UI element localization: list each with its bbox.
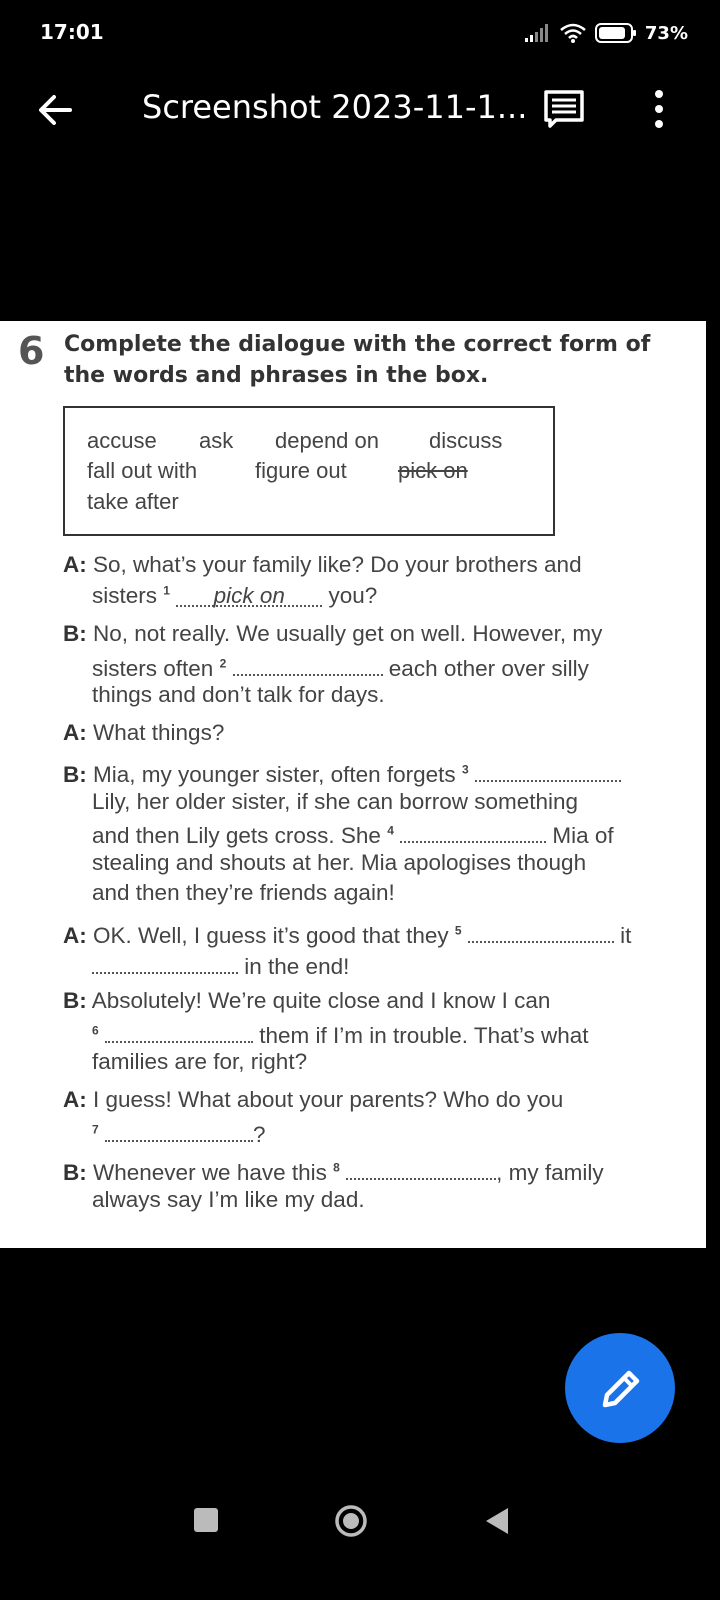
word-figure-out: figure out	[255, 458, 347, 483]
answer-blank-2	[233, 652, 383, 676]
line-text: things and don’t talk for days.	[92, 682, 385, 707]
line-text: , my family	[496, 1160, 604, 1185]
line-text: Whenever we have this	[93, 1160, 327, 1185]
gap-number: 2	[219, 656, 227, 671]
dialogue-line	[92, 880, 395, 906]
line-text: Mia, my younger sister, often forgets	[93, 762, 456, 787]
dialogue-line	[63, 720, 224, 746]
line-text: in the end!	[244, 954, 350, 979]
gap-number: 6	[92, 1023, 99, 1038]
dialogue-line	[63, 919, 631, 949]
line-text: OK. Well, I guess it’s good that they	[93, 923, 449, 948]
answer-blank-5-cont	[92, 950, 238, 974]
gap-number: 4	[387, 823, 394, 838]
exercise-instruction: Complete the dialogue with the correct form of the words and phrases in the box.	[64, 332, 651, 388]
dialogue-line	[63, 552, 582, 578]
line-text: ?	[252, 1122, 266, 1147]
nav-back-button[interactable]	[484, 1506, 510, 1536]
word-take-after: take after	[87, 489, 179, 514]
gap-number: 5	[454, 923, 462, 938]
dialogue-line	[92, 682, 385, 708]
dialogue-line	[63, 988, 550, 1014]
dialogue-line	[92, 950, 349, 980]
answer-blank-6	[105, 1019, 253, 1043]
dialogue-line	[63, 758, 621, 788]
page-title: Screenshot 2023-11-1...	[142, 88, 528, 126]
line-text: So, what’s your family like? Do your brothers and	[93, 552, 582, 577]
answer-blank-4	[400, 819, 546, 843]
gap-number: 1	[163, 583, 170, 598]
back-arrow-icon	[34, 88, 78, 132]
line-text: it	[620, 923, 632, 948]
recents-square-icon[interactable]	[194, 1508, 218, 1532]
line-text: each other over silly	[388, 656, 589, 681]
dialogue-line	[92, 819, 614, 849]
signal-icon	[525, 24, 551, 42]
line-text: I guess! What about your parents? Who do you	[93, 1087, 564, 1112]
screenshot-image	[0, 321, 706, 1248]
status-icons	[525, 22, 688, 44]
speaker-label: B:	[63, 621, 87, 646]
speaker-label: A:	[63, 923, 87, 948]
line-text: Lily, her older sister, if she can borrow something	[92, 789, 579, 814]
edit-pencil-icon	[565, 1333, 675, 1443]
answer-blank-5	[468, 919, 614, 943]
dialogue-line	[92, 652, 589, 682]
speaker-label: B:	[63, 1160, 87, 1185]
line-text: Mia of	[552, 823, 614, 848]
dialogue-line	[63, 621, 602, 647]
home-circle-icon	[334, 1504, 368, 1538]
word-accuse: accuse	[87, 428, 157, 453]
answer-blank-1	[176, 583, 322, 607]
notes-icon	[542, 86, 588, 132]
more-options-button[interactable]	[648, 86, 670, 132]
word-discuss: discuss	[429, 428, 503, 453]
battery-percent: 73%	[644, 22, 688, 44]
dialogue-line	[92, 583, 377, 609]
line-text: sisters often	[92, 656, 214, 681]
line-text: them if I’m in trouble. That’s what	[259, 1023, 589, 1048]
more-vert-icon	[648, 86, 670, 132]
dialogue-line	[92, 1019, 589, 1049]
line-text: No, not really. We usually get on well. However, my	[93, 621, 603, 646]
answer-blank-8	[346, 1156, 496, 1180]
gap-number: 7	[92, 1122, 99, 1137]
line-text: and then Lily gets cross. She	[92, 823, 381, 848]
dialogue-line	[92, 789, 578, 815]
gap-number: 3	[461, 762, 469, 777]
line-text: What things?	[93, 720, 225, 745]
notes-button[interactable]	[542, 86, 588, 132]
speaker-label: B:	[63, 762, 87, 787]
app-bar	[0, 70, 706, 150]
dialogue-line	[92, 1049, 307, 1075]
word-pick-on: pick on	[398, 458, 468, 483]
line-text: families are for, right?	[92, 1049, 308, 1074]
line-text: Absolutely! We’re quite close and I know I can	[91, 988, 551, 1013]
word-box	[63, 406, 555, 536]
answer-blank-7	[105, 1118, 253, 1142]
status-time: 17:01	[40, 20, 104, 44]
back-triangle-icon	[484, 1506, 510, 1536]
home-button[interactable]	[334, 1504, 368, 1538]
speaker-label: B:	[63, 988, 87, 1013]
back-button[interactable]	[34, 88, 78, 132]
line-text: you?	[328, 583, 378, 608]
dialogue-line	[92, 1187, 365, 1213]
battery-icon	[595, 22, 637, 44]
speaker-label: A:	[63, 1087, 87, 1112]
answer-text: pick on	[213, 583, 285, 608]
status-bar	[0, 0, 706, 64]
line-text: stealing and shouts at her. Mia apologises though	[92, 850, 587, 875]
answer-blank-3	[475, 758, 621, 782]
dialogue-line	[92, 850, 586, 876]
line-text: sisters	[92, 583, 158, 608]
dialogue-line	[63, 1156, 604, 1186]
exercise-number: 6	[18, 329, 45, 373]
dialogue-line	[63, 1087, 563, 1113]
edit-fab-button[interactable]	[565, 1333, 675, 1443]
gap-number: 8	[333, 1160, 340, 1175]
wifi-icon	[559, 22, 587, 44]
speaker-label: A:	[63, 552, 87, 577]
speaker-label: A:	[63, 720, 87, 745]
word-ask: ask	[199, 428, 234, 453]
line-text: and then they’re friends again!	[92, 880, 395, 905]
word-depend-on: depend on	[275, 428, 379, 453]
word-fall-out-with: fall out with	[87, 458, 198, 483]
line-text: always say I’m like my dad.	[92, 1187, 365, 1212]
dialogue-line	[92, 1118, 265, 1148]
